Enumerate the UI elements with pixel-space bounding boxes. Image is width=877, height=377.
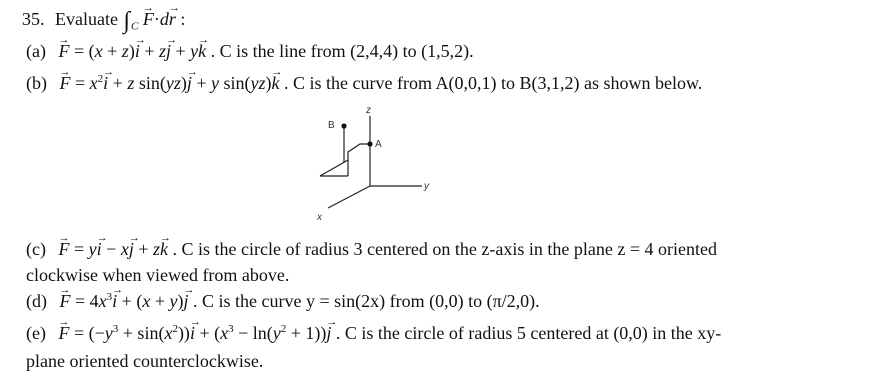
part-c-text: . C is the circle of radius 3 centered on the z-axis in the plane z = 4 oriented — [172, 239, 717, 259]
label-y: y — [424, 181, 429, 192]
part-b — [26, 72, 702, 94]
part-e-formula: → $F = (-y^3 + \sin(x^2))\to i + (x^3 - \ln(y^2 + 1))\to j$ — [58, 323, 335, 343]
part-a-text: . C is the line from (2,4,4) to (1,5,2). — [210, 41, 474, 61]
vector-r: → r — [169, 8, 176, 30]
part-b-label: (b) — [26, 73, 47, 93]
problem-colon: : — [180, 9, 186, 29]
curve-path — [348, 144, 370, 176]
curve-figure — [300, 104, 440, 226]
part-a-label: (a) — [26, 41, 46, 61]
part-d-text: . C is the curve y = sin(2x) from (0,0) to (π/2,0). — [193, 291, 540, 311]
part-d-label: (d) — [26, 291, 47, 311]
part-c-formula: → F = y→ i − x→ j + z→ k — [58, 239, 172, 259]
part-a-formula: → F = (x + z)→ i + z→ j + y→ k — [58, 41, 210, 61]
part-b-formula: → $F = x^2\to i + z$ sin(yz)→ j + y sin(yz)→ k — [60, 73, 285, 93]
part-e-label: (e) — [26, 323, 46, 343]
differential-d: d — [159, 9, 169, 29]
part-b-text: . C is the curve from A(0,0,1) to B(3,1,2) as shown below. — [284, 73, 703, 93]
part-c — [26, 238, 717, 260]
part-d — [26, 290, 540, 312]
label-x: x — [317, 212, 322, 223]
problem-title: 35. Evaluate $\int_C \to F\cdot d\to r$ : — [22, 8, 185, 32]
problem-intro: Evaluate — [55, 9, 118, 29]
label-b: B — [328, 120, 335, 131]
point-a — [367, 141, 372, 146]
part-c-label: (c) — [26, 239, 46, 259]
part-e-text: . C is the circle of radius 5 centered at (0,0) in the xy- — [335, 323, 722, 343]
vector-f: → F — [143, 8, 154, 30]
part-e — [26, 322, 721, 344]
problem-number: 35. — [22, 9, 45, 29]
integral-subscript: C — [131, 20, 139, 33]
part-d-formula: → $F = 4x^3\to i + (x + y)\to j$ — [60, 291, 194, 311]
x-axis — [328, 186, 370, 208]
point-b — [341, 123, 346, 128]
label-a: A — [375, 139, 382, 150]
part-c-continuation: clockwise when viewed from above. — [26, 265, 290, 285]
part-a — [26, 40, 474, 62]
part-e-continuation: plane oriented counterclockwise. — [26, 351, 264, 371]
figure-svg — [300, 104, 440, 226]
label-z: z — [366, 105, 371, 116]
curve-segment-diagonal — [320, 160, 348, 176]
integral-sign: ∫ — [123, 8, 131, 34]
